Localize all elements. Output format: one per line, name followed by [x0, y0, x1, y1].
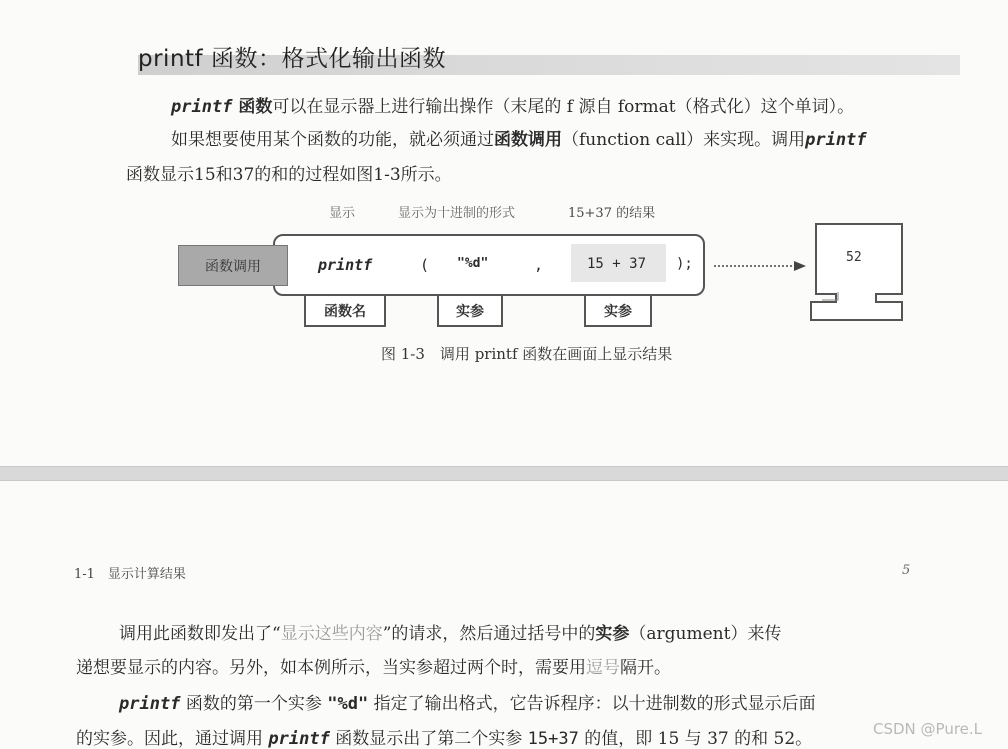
section-title: printf 函数：格式化输出函数	[138, 46, 446, 72]
csdn-watermark: CSDN @Pure.L	[873, 720, 983, 738]
figure-caption: 图 1-3 调用 printf 函数在画面上显示结果	[381, 345, 673, 363]
paragraph-text: 调用此函数即发出了“	[119, 624, 281, 644]
annotation-result: 15+37 的结果	[568, 206, 656, 221]
paragraph-text: 指定了输出格式，它告诉程序：以十进制数的形式显示后面	[368, 694, 816, 714]
argument-box-2: 实参	[584, 294, 652, 327]
dotted-arrow-icon	[712, 258, 808, 274]
token-argument: 15 + 37	[587, 256, 647, 272]
paragraph-6	[119, 691, 816, 717]
paragraph-text: 函数的第一个实参	[180, 694, 328, 714]
paragraph-7	[76, 726, 812, 749]
printf-keyword: printf	[119, 694, 181, 714]
gray-text: 显示这些内容	[280, 624, 383, 644]
paragraph-1	[171, 94, 854, 120]
page-number: 5	[902, 563, 911, 578]
argument-expression: 15+37	[527, 729, 579, 749]
annotation-display: 显示	[329, 206, 356, 221]
printf-keyword: printf	[268, 729, 330, 749]
paragraph-3: 函数显示15和37的和的过程如图1-3所示。	[126, 165, 452, 185]
bold-text: 函数调用	[494, 130, 562, 150]
annotation-decimal: 显示为十进制的形式	[398, 206, 516, 221]
paragraph-4	[119, 621, 781, 647]
bold-text: 函数	[232, 97, 273, 117]
paragraph-text: ”的请求，然后通过括号中的	[382, 624, 596, 644]
paragraph-2	[171, 127, 867, 153]
paragraph-text: 函数显示出了第二个实参	[329, 729, 528, 749]
paragraph-text: 可以在显示器上进行输出操作（末尾的 f 源自 format（格式化）这个单词）。	[272, 97, 855, 117]
function-name-box: 函数名	[304, 294, 386, 327]
token-comma: ,	[534, 256, 544, 274]
screen-output-value: 52	[846, 250, 862, 265]
display-screen-icon	[808, 222, 908, 324]
paragraph-text: 的值，即 15 与 37 的和 52。	[578, 729, 813, 749]
paragraph-text: 如果想要使用某个函数的功能，就必须通过	[171, 130, 494, 150]
printf-keyword: printf	[171, 97, 233, 117]
token-format-string: "%d"	[457, 256, 489, 271]
printf-keyword: printf	[805, 130, 867, 150]
paragraph-text: 递想要显示的内容。另外，如本例所示，当实参超过两个时，需要用	[76, 658, 586, 678]
function-call-label: 函数调用	[178, 245, 288, 286]
paragraph-text: 的实参。因此，通过调用	[76, 729, 269, 749]
paragraph-text: （argument）来传	[629, 624, 782, 644]
token-right-paren: );	[676, 256, 693, 272]
gray-text: 逗号	[586, 658, 620, 678]
argument-box-1: 实参	[437, 294, 503, 327]
format-string: "%d"	[327, 694, 369, 714]
paragraph-5	[76, 655, 671, 681]
token-left-paren: (	[420, 256, 430, 274]
paragraph-text: （function call）来实现。调用	[562, 130, 806, 150]
running-head: 1-1 显示计算结果	[74, 567, 186, 582]
book-page-bottom	[0, 480, 1008, 749]
token-printf: printf	[318, 256, 373, 274]
bold-text: 实参	[595, 624, 630, 644]
paragraph-text: 隔开。	[620, 658, 671, 678]
